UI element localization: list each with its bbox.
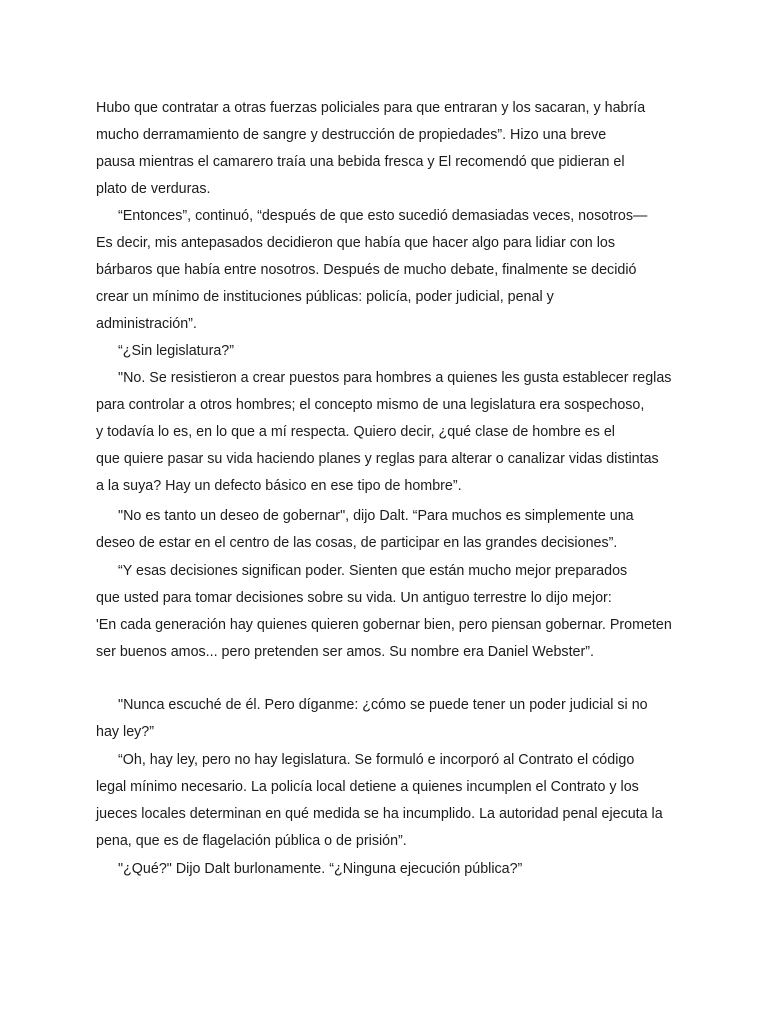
text-line-17: deseo de estar en el centro de las cosas, de participar en las grandes decisiones”. xyxy=(96,535,618,551)
text-line-1: Hubo que contratar a otras fuerzas policiales para que entraran y los sacaran, y habría xyxy=(96,100,646,116)
text-line-23: hay ley?” xyxy=(96,724,155,740)
text-line-22: "Nunca escuché de él. Pero díganme: ¿cómo se puede tener un poder judicial si no xyxy=(118,697,648,713)
text-line-2: mucho derramamiento de sangre y destrucción de propiedades”. Hizo una breve xyxy=(96,127,607,143)
text-line-25: legal mínimo necesario. La policía local detiene a quienes incumplen el Contrato y los xyxy=(96,779,639,795)
text-line-4: plato de verduras. xyxy=(96,181,211,197)
text-line-13: y todavía lo es, en lo que a mí respecta. Quiero decir, ¿qué clase de hombre es el xyxy=(96,424,615,440)
text-line-19: que usted para tomar decisiones sobre su vida. Un antiguo terrestre lo dijo mejor: xyxy=(96,590,612,606)
text-line-5: “Entonces”, continuó, “después de que esto sucedió demasiadas veces, nosotros— xyxy=(118,208,648,224)
text-line-21: ser buenos amos... pero pretenden ser amos. Su nombre era Daniel Webster”. xyxy=(96,644,594,660)
text-line-6: Es decir, mis antepasados decidieron que había que hacer algo para lidiar con los xyxy=(96,235,615,251)
text-line-26: jueces locales determinan en qué medida se ha incumplido. La autoridad penal ejecuta la xyxy=(96,806,663,822)
text-line-15: a la suya? Hay un defecto básico en ese tipo de hombre”. xyxy=(96,478,462,494)
text-line-27: pena, que es de flagelación pública o de prisión”. xyxy=(96,833,407,849)
text-line-16: "No es tanto un deseo de gobernar", dijo Dalt. “Para muchos es simplemente una xyxy=(118,508,634,524)
text-line-14: que quiere pasar su vida haciendo planes y reglas para alterar o canalizar vidas distintas xyxy=(96,451,659,467)
text-line-28: "¿Qué?" Dijo Dalt burlonamente. “¿Ninguna ejecución pública?” xyxy=(118,861,523,877)
text-line-10: “¿Sin legislatura?” xyxy=(118,343,235,359)
text-line-18: “Y esas decisiones significan poder. Sienten que están mucho mejor preparados xyxy=(118,563,628,579)
text-line-11: "No. Se resistieron a crear puestos para hombres a quienes les gusta establecer reglas xyxy=(118,370,672,386)
text-line-12: para controlar a otros hombres; el concepto mismo de una legislatura era sospechoso, xyxy=(96,397,645,413)
text-line-7: bárbaros que había entre nosotros. Después de mucho debate, finalmente se decidió xyxy=(96,262,637,278)
text-line-8: crear un mínimo de instituciones públicas: policía, poder judicial, penal y xyxy=(96,289,554,305)
text-line-3: pausa mientras el camarero traía una bebida fresca y El recomendó que pidieran el xyxy=(96,154,625,170)
text-line-20: 'En cada generación hay quienes quieren gobernar bien, pero piensan gobernar. Prometen xyxy=(96,617,672,633)
text-line-24: “Oh, hay ley, pero no hay legislatura. Se formuló e incorporó al Contrato el código xyxy=(118,752,635,768)
text-line-9: administración”. xyxy=(96,316,197,332)
